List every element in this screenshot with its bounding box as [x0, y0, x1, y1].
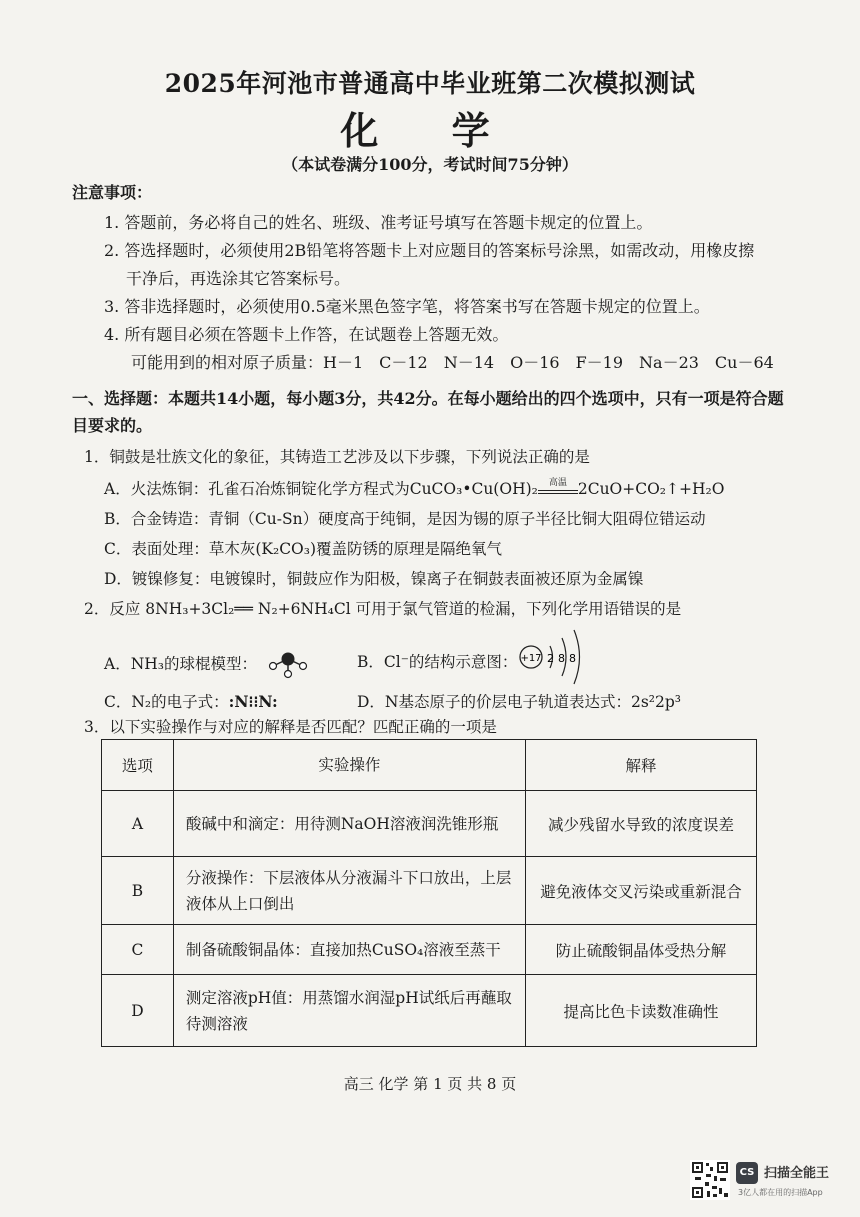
q1-a-prefix: A．火法炼铜：孔雀石冶炼铜锭化学方程式为: [104, 480, 410, 498]
notice-item: 3. 答非选择题时，必须使用0.5毫米黑色签字笔，将答案书写在答题卡规定的位置上。: [104, 297, 710, 316]
qr-code-icon: [690, 1160, 730, 1200]
operation-cell: 制备硫酸铜晶体：直接加热CuSO₄溶液至蒸干: [173, 925, 525, 975]
option-cell: A: [102, 791, 174, 857]
option-cell: B: [102, 857, 174, 925]
q3-table: [101, 739, 757, 1047]
q2-a-label: A．NH₃的球棍模型：: [104, 655, 257, 673]
exam-title: 2025年河池市普通高中毕业班第二次模拟测试: [164, 69, 696, 98]
notice-item: 干净后，再选涂其它答案标号。: [126, 269, 351, 288]
q1-a-product: 2CuO+CO₂↑+H₂O: [577, 480, 725, 498]
q1-stem: 1．铜鼓是壮族文化的象征，其铸造工艺涉及以下步骤，下列说法正确的是: [84, 448, 590, 466]
operation-cell: 分液操作：下层液体从分液漏斗下口放出，上层液体从上口倒出: [173, 857, 525, 925]
shell-electrons: 8: [558, 652, 565, 665]
electron-formula: :N⁝⁝N:: [228, 692, 278, 711]
scanner-logo: CS: [736, 1162, 758, 1184]
explanation-cell: 提高比色卡读数准确性: [525, 975, 756, 1047]
q1-option-d: D．镀镍修复：电镀镍时，铜鼓应作为阳极，镍离子在铜鼓表面被还原为金属镍: [104, 570, 644, 588]
scanner-name: 扫描全能王: [764, 1166, 830, 1181]
option-cell: C: [102, 925, 174, 975]
subject-title: 化 学: [340, 108, 520, 153]
q2-stem: 2．反应 8NH₃+3Cl₂══ N₂+6NH₄Cl 可用于氯气管道的检漏，下列化学用语错误的是: [84, 600, 682, 618]
operation-cell: 测定溶液pH值：用蒸馏水润湿pH试纸后再蘸取待测溶液: [173, 975, 525, 1047]
notice-heading: 注意事项：: [72, 183, 153, 202]
page-footer: 高三 化学 第 1 页 共 8 页: [343, 1075, 517, 1093]
q2-option-d: D．N基态原子的价层电子轨道表达式：2s²2p³: [357, 693, 682, 711]
q2-option-b: [357, 650, 517, 672]
table-row: [102, 925, 757, 975]
reaction-arrow: [538, 478, 578, 494]
shell-electrons: 2: [547, 652, 554, 665]
explanation-cell: 避免液体交叉污染或重新混合: [525, 857, 756, 925]
operation-cell: 酸碱中和滴定：用待测NaOH溶液润洗锥形瓶: [173, 791, 525, 857]
table-row: [102, 857, 757, 925]
table-header: 实验操作: [173, 740, 525, 791]
shell-electrons: 8: [569, 652, 576, 665]
q1-a-reactant: CuCO₃•Cu(OH)₂: [409, 480, 538, 498]
table-row: [102, 975, 757, 1047]
explanation-cell: 防止硫酸铜晶体受热分解: [525, 925, 756, 975]
table-row: [102, 791, 757, 857]
exam-note: （本试卷满分100分，考试时间75分钟）: [282, 155, 578, 174]
q1-option-c: C．表面处理：草木灰(K₂CO₃)覆盖防锈的原理是隔绝氧气: [104, 540, 503, 558]
ball-and-stick-model-icon: [262, 650, 312, 680]
notice-item: 2. 答选择题时，必须使用2B铅笔将答题卡上对应题目的答案标号涂黑，如需改动，用橡皮擦: [104, 241, 755, 260]
q2-option-a: [104, 650, 312, 680]
nucleus-charge: +17: [520, 653, 542, 664]
notice-item: 4. 所有题目必须在答题卡上作答，在试题卷上答题无效。: [104, 325, 509, 344]
option-cell: D: [102, 975, 174, 1047]
atomic-masses: 可能用到的相对原子质量：H－1 C－12 N－14 O－16 F－19 Na－23 Cu－64: [131, 353, 774, 372]
table-header-row: [102, 740, 757, 791]
scanner-tagline: 3亿人都在用的扫描App: [738, 1188, 823, 1197]
q3-stem: 3．以下实验操作与对应的解释是否匹配？匹配正确的一项是: [84, 718, 497, 736]
atomic-structure-diagram: [517, 626, 607, 688]
explanation-cell: 减少残留水导致的浓度误差: [525, 791, 756, 857]
table-header: 选项: [102, 740, 174, 791]
q2-b-label: B．Cl⁻的结构示意图：: [357, 653, 518, 671]
section-heading: 一、选择题：本题共14小题，每小题3分，共42分。在每小题给出的四个选项中，只有一项是符合题目要求的。: [72, 389, 784, 435]
table-header: 解释: [525, 740, 756, 791]
notice-item: 1. 答题前，务必将自己的姓名、班级、准考证号填写在答题卡规定的位置上。: [104, 213, 653, 232]
q1-option-b: B．合金铸造：青铜（Cu-Sn）硬度高于纯铜，是因为锡的原子半径比铜大阻碍位错运动: [104, 510, 706, 528]
reaction-condition: 高温: [548, 478, 567, 488]
q1-option-a: [104, 477, 724, 499]
q2-c-label: C．N₂的电子式：: [104, 693, 229, 711]
q2-option-c: [104, 690, 278, 712]
